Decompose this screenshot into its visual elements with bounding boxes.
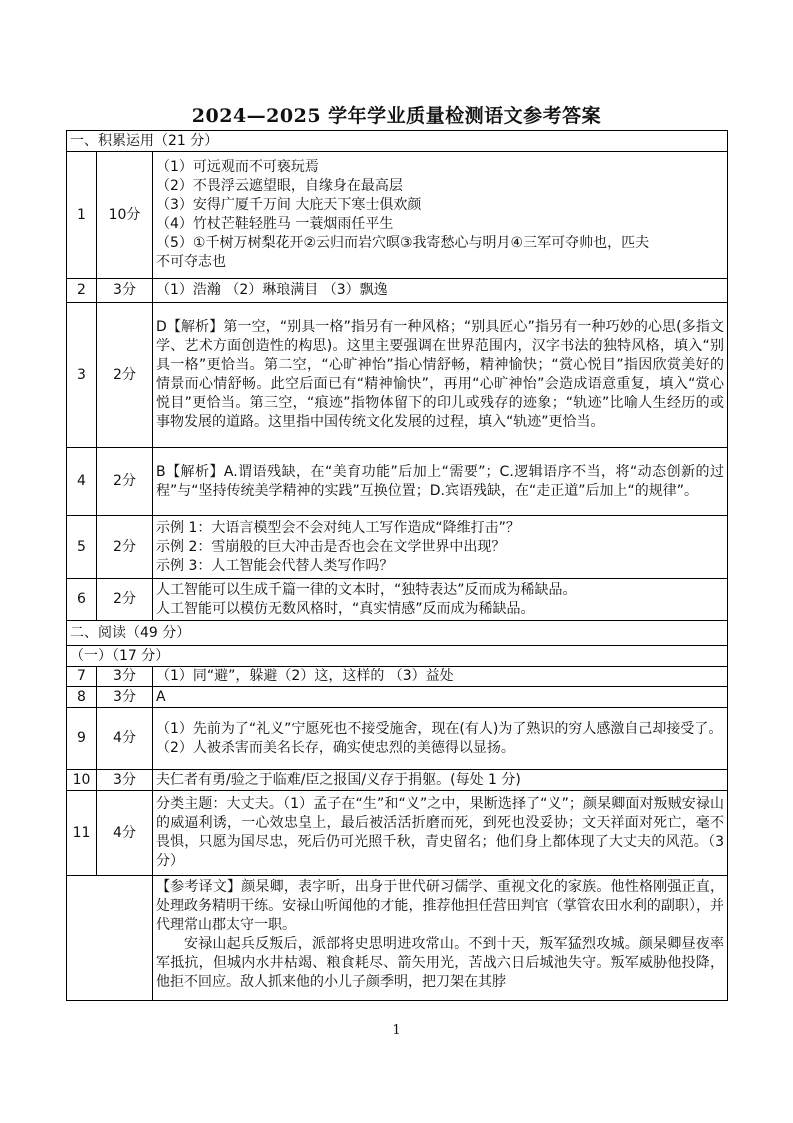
table-row xyxy=(67,448,728,516)
subsection-heading: （一）（17 分） xyxy=(67,646,728,667)
table-row xyxy=(67,152,728,279)
table-row xyxy=(67,279,728,303)
table-row xyxy=(67,770,728,791)
translation-paragraph: 安禄山起兵反叛后，派部将史思明进攻常山。不到十天，叛军猛烈攻城。颜杲卿昼夜率军抵抗，但城内水井枯竭、粮食耗尽、箭矢用光，苦战六日后城池失守。叛军威胁他投降，他拒不回应。敌人抓来他的小儿子颜季明，把刀架在其脖 xyxy=(156,936,724,990)
answer-content xyxy=(153,516,728,579)
answer-line: 示例 3：人工智能会代替人类写作吗？ xyxy=(156,557,394,574)
question-number: 4 xyxy=(67,448,97,516)
answer-line: （3）安得广厦千万间 大庇天下寒士俱欢颜 xyxy=(156,197,422,213)
answer-line: 人工智能可以模仿无数风格时，“真实情感”反而成为稀缺品。 xyxy=(156,600,535,617)
answer-line: （4）竹杖芒鞋轻胜马 一蓑烟雨任平生 xyxy=(156,216,394,232)
answer-content xyxy=(153,579,728,621)
table-row xyxy=(67,516,728,579)
table-row xyxy=(67,687,728,708)
question-number: 6 xyxy=(67,579,97,621)
section-row xyxy=(67,621,728,646)
question-points: 3分 xyxy=(97,279,153,303)
question-number: 8 xyxy=(67,687,97,708)
section-heading: 二、阅读（49 分） xyxy=(67,621,728,646)
answer-content xyxy=(153,152,728,279)
question-number: 9 xyxy=(67,708,97,770)
table-row xyxy=(67,791,728,876)
translation-paragraph: 【参考译文】颜杲卿，表字昕，出身于世代研习儒学、重视文化的家族。他性格刚强正直，处理政务精明干练。安禄山听闻他的才能，推荐他担任营田判官（掌管农田水利的副职），并代理常山郡太守一职。 xyxy=(156,879,724,933)
question-number: 3 xyxy=(67,303,97,448)
answer-line: 示例 2：雪崩般的巨大冲击是否也会在文学世界中出现？ xyxy=(156,538,506,555)
question-points: 10分 xyxy=(97,152,153,279)
section-row xyxy=(67,646,728,667)
question-points: 4分 xyxy=(97,791,153,876)
section-row xyxy=(67,131,728,152)
table-row xyxy=(67,708,728,770)
page-title: 2024—2025 学年学业质量检测语文参考答案 xyxy=(191,105,602,127)
question-number: 7 xyxy=(67,667,97,687)
answer-content: 分类主题：大丈夫。（1）孟子在“生”和“义”之中，果断选择了“义”；颜杲卿面对叛贼安禄山的威逼利诱，一心效忠皇上，最后被活活折磨而死，到死也没妥协；文天祥面对死亡，毫不畏惧，只愿为国尽忠，死后仍可光照千秋，青史留名；他们身上都体现了大丈夫的风范。（3分） xyxy=(153,791,728,876)
question-points: 4分 xyxy=(97,708,153,770)
question-number: 11 xyxy=(67,791,97,876)
answer-content: B【解析】A.谓语残缺，在“美育功能”后加上“需要”；C.逻辑语序不当，将“动态创新的过程”与“坚持传统美学精神的实践”互换位置；D.宾语残缺，在“走正道”后加上“的规律”。 xyxy=(153,448,728,516)
question-points: 2分 xyxy=(97,303,153,448)
question-points: 2分 xyxy=(97,579,153,621)
question-number: 2 xyxy=(67,279,97,303)
question-number: 1 xyxy=(67,152,97,279)
section-heading: 一、积累运用（21 分） xyxy=(67,131,728,152)
question-points: 2分 xyxy=(97,516,153,579)
question-points: 3分 xyxy=(97,667,153,687)
answer-line: （5）①千树万树梨花开②云归而岩穴暝③我寄愁心与明月④三军可夺帅也，匹夫 xyxy=(156,235,650,251)
answer-line: 人工智能可以生成千篇一律的文本时，“独特表达”反而成为稀缺品。 xyxy=(156,581,577,598)
answer-content: （1）同“避”，躲避（2）这，这样的 （3）益处 xyxy=(153,667,728,687)
answer-content: D【解析】第一空，“别具一格”指另有一种风格；“别具匠心”指另有一种巧妙的心思(多指文学、艺术方面创造性的构思)。这里主要强调在世界范围内，汉字书法的独特风格，填入“别具一格”更恰当。第二空，“心旷神怡”指心情舒畅，精神愉快；“赏心悦目”指因欣赏美好的情景而心情舒畅。此空后面已有“精神愉快”，再用“心旷神怡”会造成语意重复，填入“赏心悦目”更恰当。第三空，“痕迹”指物体留下的印儿或残存的迹象；“轨迹”比喻人生经历的或事物发展的道路。这里指中国传统文化发展的过程，填入“轨迹”更恰当。 xyxy=(153,303,728,448)
answer-content: A xyxy=(153,687,728,708)
question-number: 5 xyxy=(67,516,97,579)
answer-line: （2）不畏浮云遮望眼，自缘身在最高层 xyxy=(156,178,403,194)
answer-table xyxy=(66,130,728,1001)
answer-content: （1）浩瀚 （2）琳琅满目 （3）飘逸 xyxy=(153,279,728,303)
table-row xyxy=(67,303,728,448)
answer-paragraph: （2）人被杀害而美名长存，确实使忠烈的美德得以显扬。 xyxy=(156,739,515,756)
question-points: 2分 xyxy=(97,448,153,516)
question-points: 3分 xyxy=(97,770,153,791)
table-row xyxy=(67,579,728,621)
translation-row xyxy=(67,876,728,1001)
question-points: 3分 xyxy=(97,687,153,708)
answer-content xyxy=(153,708,728,770)
translation-content xyxy=(153,876,728,1001)
page-number: 1 xyxy=(392,1023,401,1038)
answer-line: 示例 1：大语言模型会不会对纯人工写作造成“降维打击”？ xyxy=(156,519,520,536)
table-row xyxy=(67,667,728,687)
answer-line: 不可夺志也 xyxy=(156,254,226,270)
answer-line: （1）可远观而不可亵玩焉 xyxy=(156,159,319,175)
empty-cell xyxy=(67,876,153,1001)
answer-paragraph: （1）先前为了“礼义”宁愿死也不接受施舍，现在(有人)为了熟识的穷人感激自己却接受了。 xyxy=(156,720,723,737)
answer-content: 夫仁者有勇/验之于临难/臣之报国/义存于捐躯。(每处 1 分) xyxy=(153,770,728,791)
question-number: 10 xyxy=(67,770,97,791)
